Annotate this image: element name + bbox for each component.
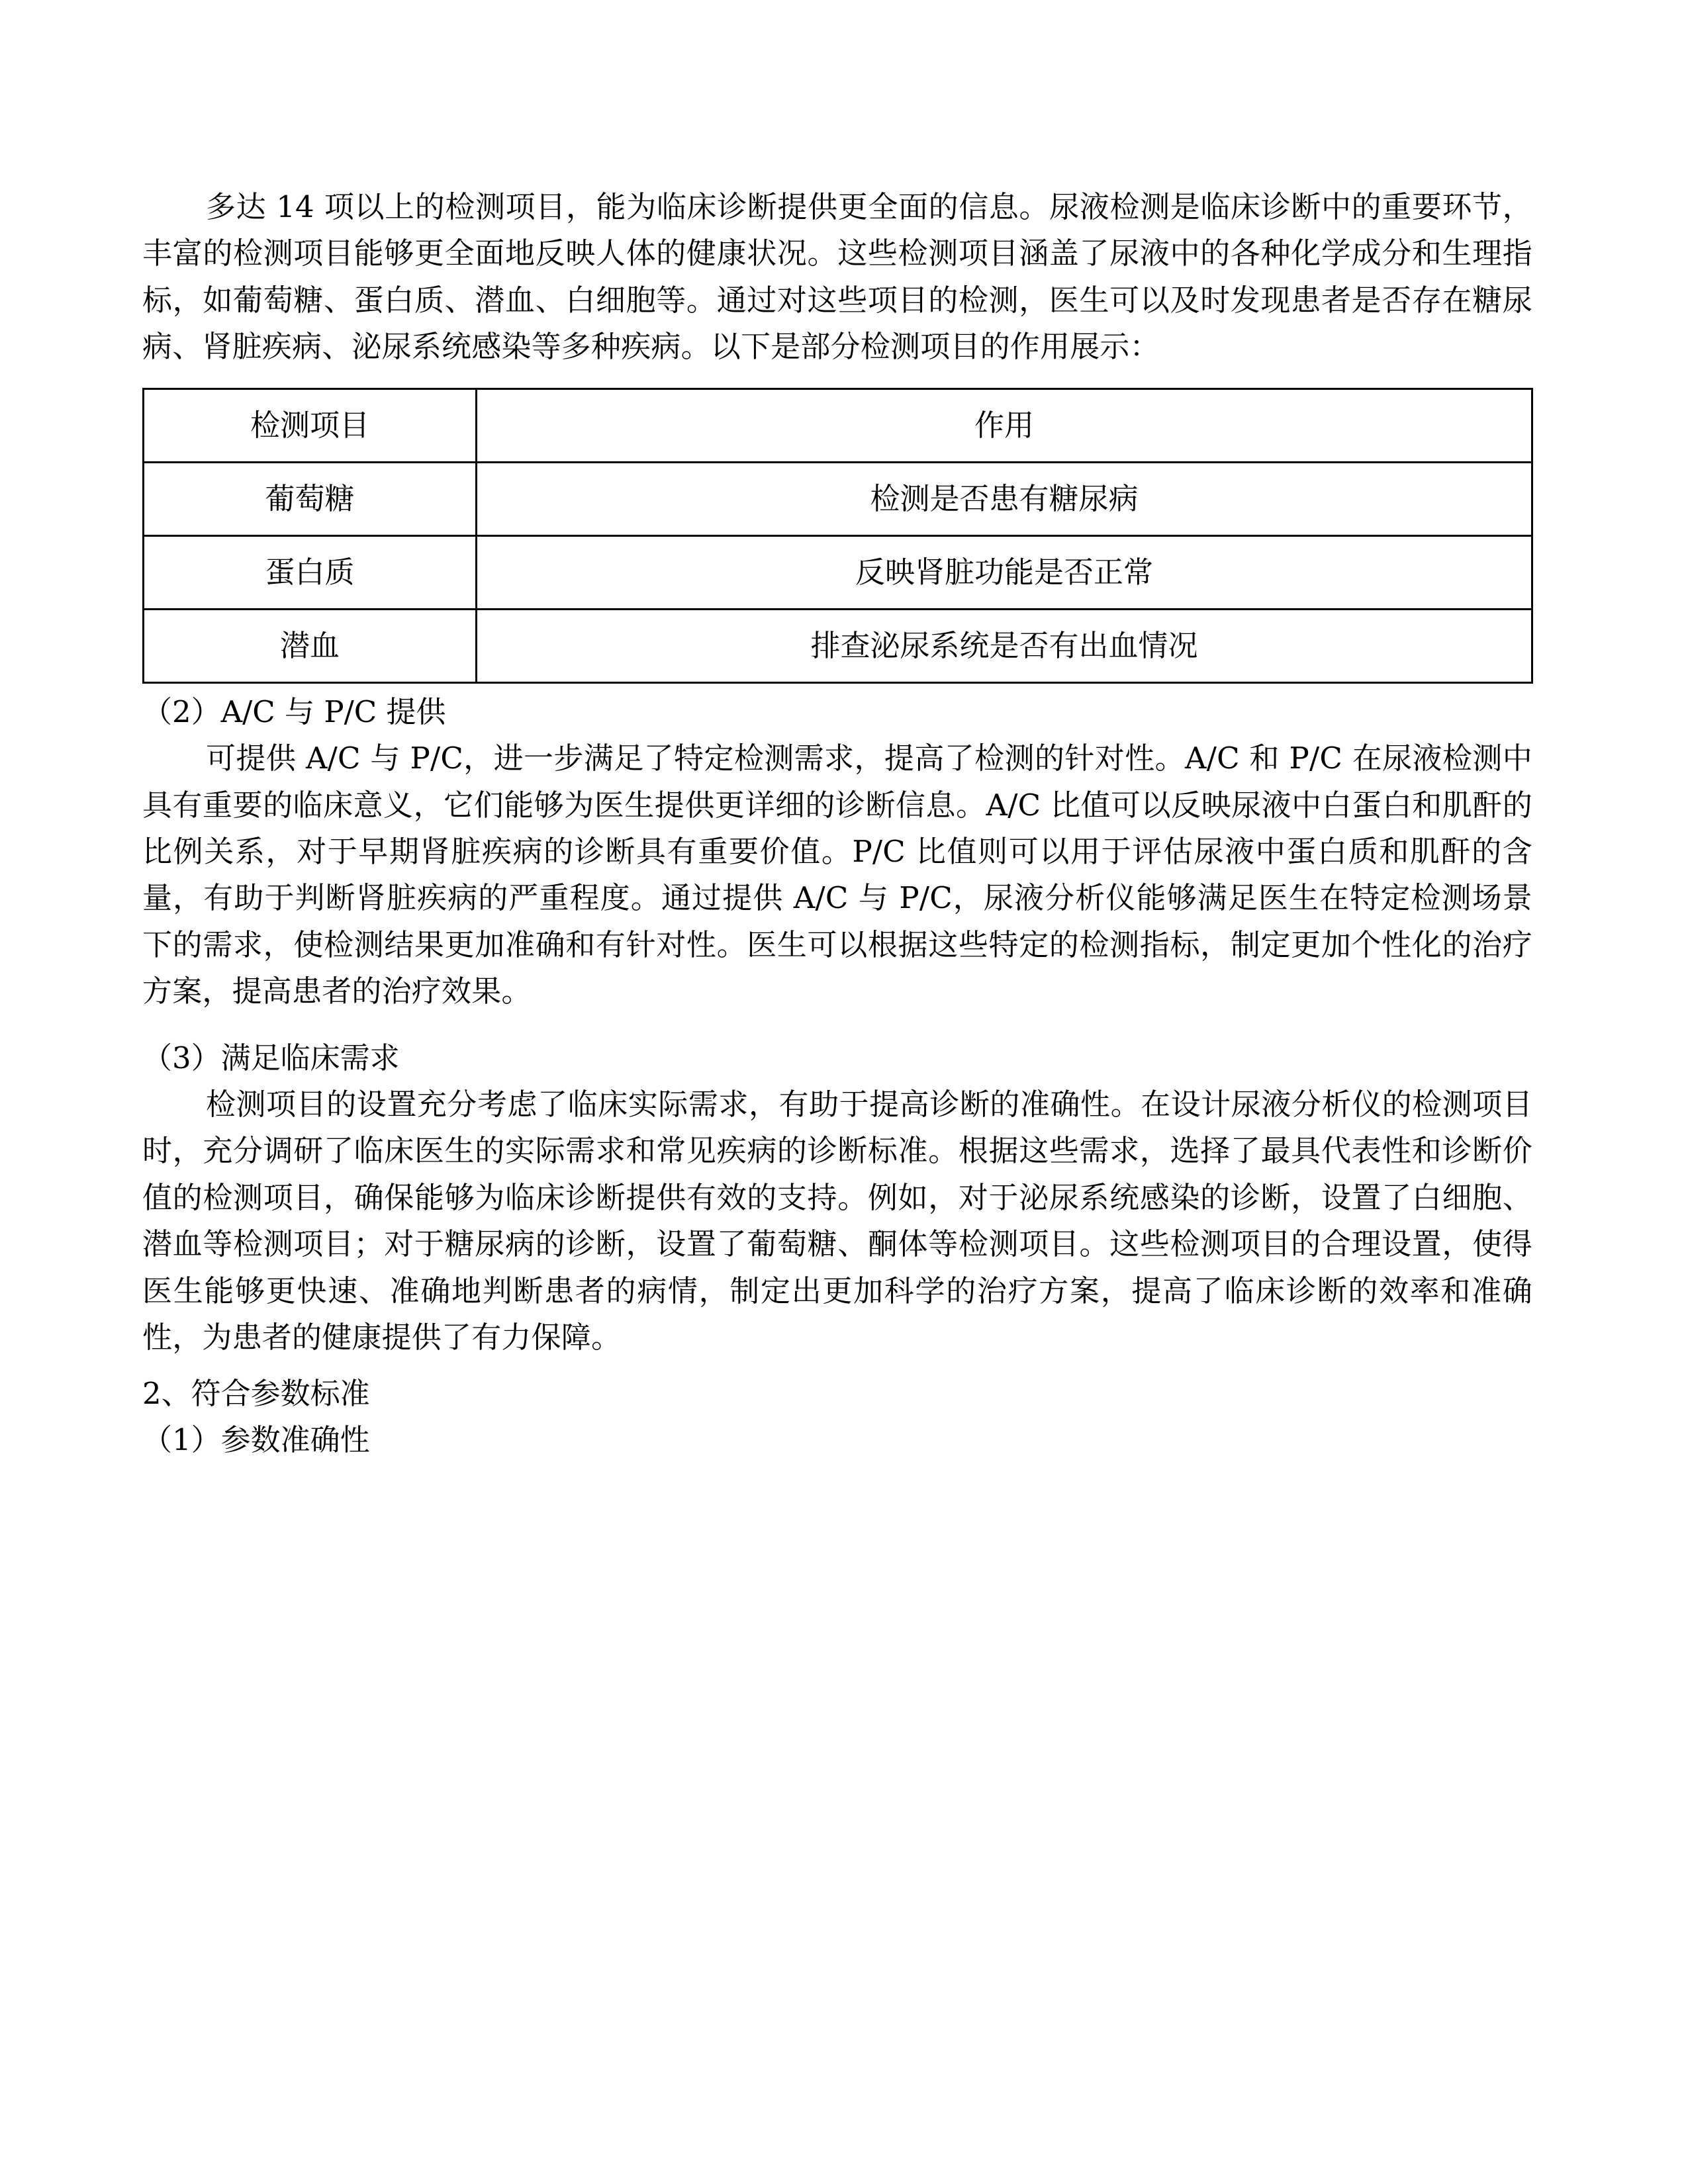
spacer [142, 1015, 1532, 1035]
table-row [144, 462, 1532, 535]
section-2-heading: （2）A/C 与 P/C 提供 [142, 694, 446, 729]
table-cell-item: 潜血 [144, 609, 477, 682]
spacer [142, 1361, 1532, 1371]
section-numbered-heading: 2、符合参数标准 [142, 1375, 370, 1411]
table-header-effect: 作用 [477, 388, 1532, 462]
section-2-paragraph: 可提供 A/C 与 P/C，进一步满足了特定检测需求，提高了检测的针对性。A/C 和 P/C 在尿液检测中具有重要的临床意义，它们能够为医生提供更详细的诊断信息。A/C 比值可以反映尿液中白蛋白和肌酐的比例关系，对于早期肾脏疾病的诊断具有重要价值。P/C 比值则可以用于评估尿液中蛋白质和肌酐的含量，有助于判断肾脏疾病的严重程度。通过提供 A/C 与 P/C，尿液分析仪能够满足医生在特定检测场景下的需求，使检测结果更加准确和有针对性。医生可以根据这些特定的检测指标，制定更加个性化的治疗方案，提高患者的治疗效果。 [142, 741, 1532, 1009]
table-cell-item: 蛋白质 [144, 535, 477, 609]
section-3-paragraph: 检测项目的设置充分考虑了临床实际需求，有助于提高诊断的准确性。在设计尿液分析仪的检测项目时，充分调研了临床医生的实际需求和常见疾病的诊断标准。根据这些需求，选择了最具代表性和诊断价值的检测项目，确保能够为临床诊断提供有效的支持。例如，对于泌尿系统感染的诊断，设置了白细胞、潜血等检测项目；对于糖尿病的诊断，设置了葡萄糖、酮体等检测项目。这些检测项目的合理设置，使得医生能够更快速、准确地判断患者的病情，制定出更加科学的治疗方案，提高了临床诊断的效率和准确性，为患者的健康提供了有力保障。 [142, 1087, 1532, 1355]
section-sub-heading: （1）参数准确性 [142, 1422, 370, 1458]
page-content [142, 184, 1532, 1463]
table-cell-effect: 反映肾脏功能是否正常 [477, 535, 1532, 609]
table-row [144, 535, 1532, 609]
table-cell-effect: 排查泌尿系统是否有出血情况 [477, 609, 1532, 682]
detection-items-table [142, 388, 1533, 684]
intro-paragraph: 多达 14 项以上的检测项目，能为临床诊断提供更全面的信息。尿液检测是临床诊断中的重要环节，丰富的检测项目能够更全面地反映人体的健康状况。这些检测项目涵盖了尿液中的各种化学成分和生理指标，如葡萄糖、蛋白质、潜血、白细胞等。通过对这些项目的检测，医生可以及时发现患者是否存在糖尿病、肾脏疾病、泌尿系统感染等多种疾病。以下是部分检测项目的作用展示： [142, 189, 1532, 365]
table-cell-effect: 检测是否患有糖尿病 [477, 462, 1532, 535]
table-row [144, 609, 1532, 682]
table-cell-item: 葡萄糖 [144, 462, 477, 535]
table-header-item: 检测项目 [144, 388, 477, 462]
table-header-row [144, 388, 1532, 462]
section-3-heading: （3）满足临床需求 [142, 1040, 400, 1075]
